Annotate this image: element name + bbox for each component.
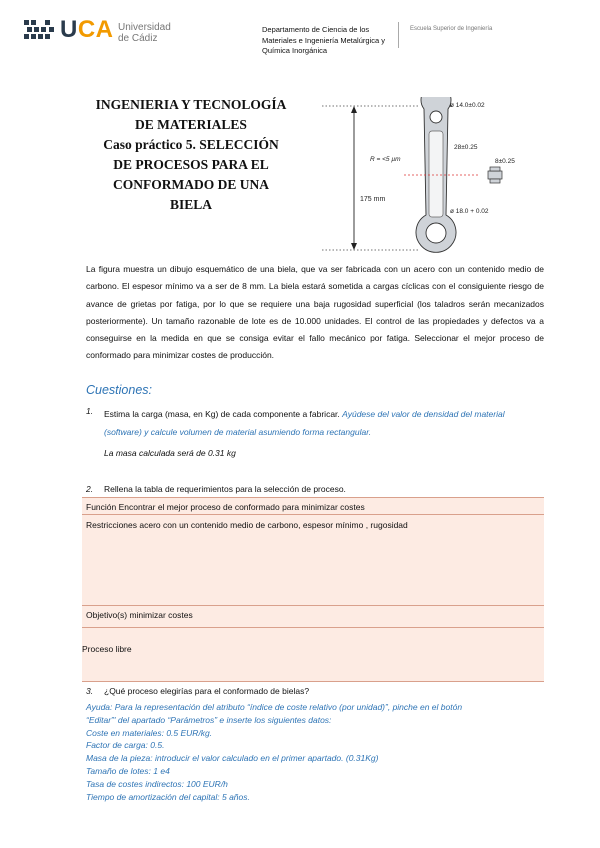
- table-row-proceso: Proceso libre: [82, 644, 132, 654]
- bottom-diameter-label: ø 18.0 + 0.02: [450, 208, 489, 215]
- question-1-number: 1.: [86, 406, 94, 416]
- help-line: Masa de la pieza: introducir el valor calculado en el primer apartado. (0.31Kg): [86, 753, 379, 764]
- connecting-rod-drawing: [320, 97, 540, 257]
- table-row-restricciones: Restricciones acero con un contenido medio de carbono, espesor mínimo , rugosidad: [86, 520, 408, 530]
- length-label: 175 mm: [360, 196, 386, 203]
- intro-paragraph: La figura muestra un dibujo esquemático de una biela, que va ser fabricada con un acero con un contenido medio de carbono. El espesor mínimo va a ser de 8 mm. La biela estará sometida a cargas cíclicas con el consiguiente riesgo de avance de grietas por fatiga, por lo que se requiere una baja rugosidad superficial (los taladros serán mecanizados posteriormente). Un tamaño razonable de lote es de 10.000 unidades. El control de las propiedades y defectos va a conseguirse en la medida en que se consiga evitar el fallo mecánico por fatiga. Seleccionar el mejor proceso de conformado para minimizar costes de producción.: [86, 264, 544, 361]
- help-line: Tiempo de amortización del capital: 5 años.: [86, 791, 250, 802]
- help-line: Factor de carga: 0.5.: [86, 740, 165, 751]
- page-title: INGENIERIA Y TECNOLOGÍA DE MATERIALES Caso práctico 5. SELECCIÓN DE PROCESOS PARA EL CONFORMADO DE UNA BIELA: [95, 97, 287, 212]
- question-1-help: Ayúdese del valor de densidad del material (software) y calcule volumen de material asumiendo forma rectangular.: [104, 409, 505, 437]
- table-divider: [82, 605, 544, 606]
- help-block: [86, 701, 546, 803]
- table-row-objetivo: Objetivo(s) minimizar costes: [86, 610, 193, 620]
- uca-logo: UCA: [60, 16, 114, 43]
- table-divider: [82, 627, 544, 628]
- help-line: Ayuda: Para la representación del atributo “índice de coste relativo (por unidad)”, pinche en el botón: [86, 702, 463, 712]
- width-label: 28±0.25: [454, 144, 478, 151]
- help-line: Tamaño de lotes: 1 e4: [86, 765, 170, 776]
- table-row-funcion: Función Encontrar el mejor proceso de conformado para minimizar costes: [86, 502, 365, 512]
- help-line: Coste en materiales: 0.5 EUR/kg.: [86, 727, 213, 738]
- question-2-number: 2.: [86, 484, 94, 494]
- help-line: Tasa de costes indirectos: 100 EUR/h: [86, 778, 228, 789]
- question-2-text: Rellena la tabla de requerimientos para la selección de proceso.: [104, 484, 346, 494]
- question-3-text: ¿Qué proceso elegirías para el conformado de bielas?: [104, 686, 310, 696]
- question-1-answer: La masa calculada será de 0.31 kg: [104, 448, 236, 458]
- department-name: Departamento de Ciencia de los Materiales e Ingeniería Metalúrgica y Química Inorgánica: [262, 25, 385, 55]
- university-name: Universidad de Cádiz: [118, 22, 171, 44]
- table-divider: [82, 514, 544, 515]
- question-3-number: 3.: [86, 686, 94, 696]
- header-divider: [398, 22, 399, 48]
- university-emblem-icon: [22, 18, 56, 46]
- roughness-label: R = <5 µm: [370, 156, 401, 163]
- help-line: “Editar”' del apartado “Parámetros” e inserte los siguientes datos:: [86, 714, 332, 725]
- thickness-label: 8±0.25: [495, 158, 515, 165]
- question-1: [104, 405, 544, 441]
- school-name: Escuela Superior de Ingeniería: [410, 26, 493, 32]
- top-diameter-label: ø 14.0±0.02: [450, 102, 485, 109]
- questions-heading: Cuestiones:: [86, 383, 153, 397]
- question-1-text: Estima la carga (masa, en Kg) de cada componente a fabricar.: [104, 409, 343, 419]
